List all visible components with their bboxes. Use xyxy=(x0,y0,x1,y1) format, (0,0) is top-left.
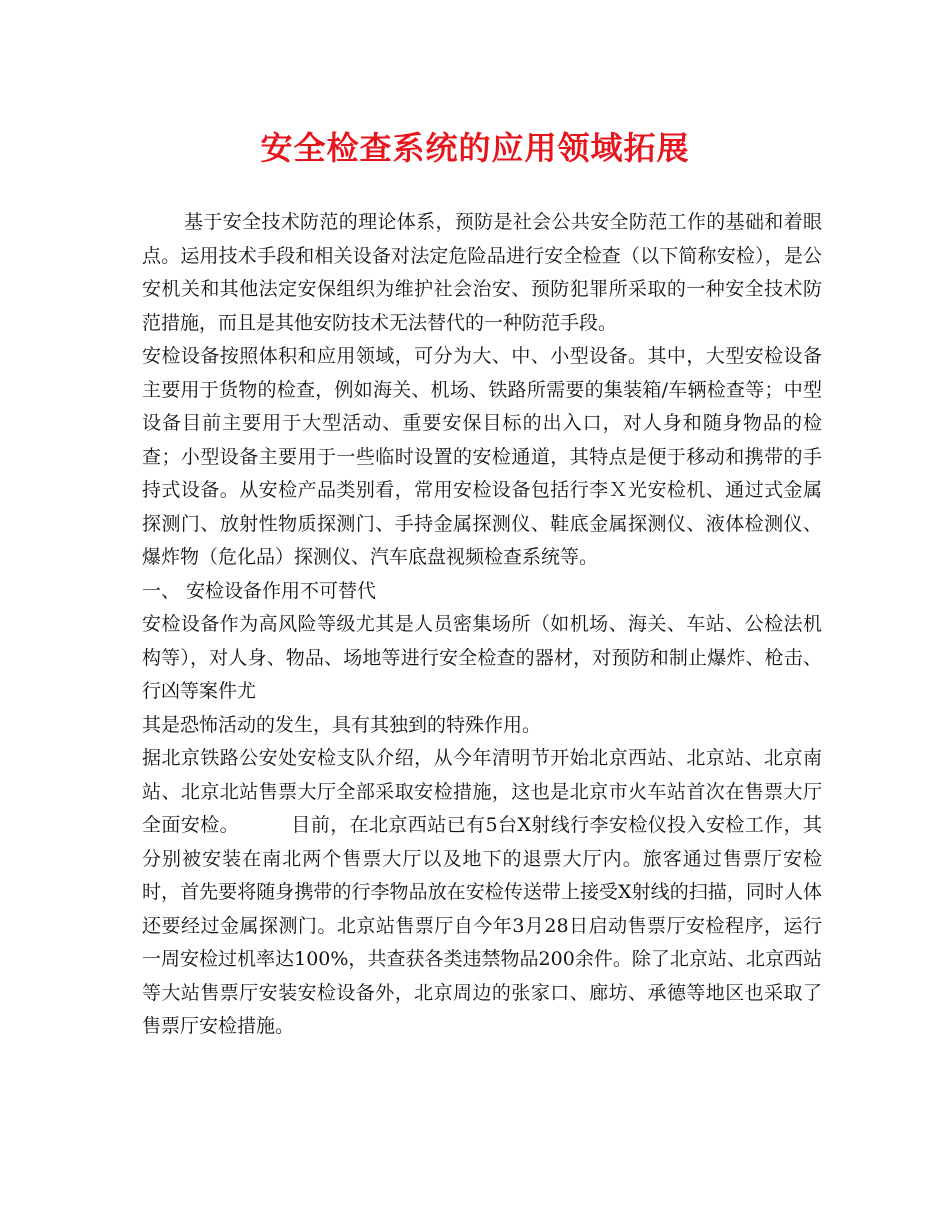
paragraph-beijing-railway xyxy=(142,742,822,1044)
paragraph-role-continued: 其是恐怖活动的发生，具有其独到的特殊作用。 xyxy=(142,713,542,736)
section-heading-1: 一、 安检设备作用不可替代 xyxy=(142,579,377,602)
document-body xyxy=(142,206,822,1044)
paragraph-beijing-railway-text: 据北京铁路公安处安检支队介绍，从今年清明节开始北京西站、北京站、北京南站、北京北站售票大厅全部采取安检措施，这也是北京市火车站首次在售票大厅全面安检。 xyxy=(142,747,822,836)
paragraph-beijing-west-text: 目前，在北京西站已有5台X射线行李安检仪投入安检工作，其分别被安装在南北两个售票大厅以及地下的退票大厅内。旅客通过售票厅安检时，首先要将随身携带的行李物品放在安检传送带上接受X射线的扫描，同时人体还要经过金属探测门。北京站售票厅自今年3月28日启动售票厅安检程序，运行一周安检过机率达100%，共查获各类违禁物品200余件。除了北京站、北京西站等大站售票厅安装安检设备外，北京周边的张家口、廊坊、承德等地区也采取了售票厅安检措施。 xyxy=(142,814,822,1037)
paragraph-equipment-types: 安检设备按照体积和应用领域，可分为大、中、小型设备。其中，大型安检设备主要用于货物的检查，例如海关、机场、铁路所需要的集装箱/车辆检查等；中型设备目前主要用于大型活动、重要安保目标的出入口，对人身和随身物品的检查；小型设备主要用于一些临时设置的安检通道，其特点是便于移动和携带的手持式设备。从安检产品类别看，常用安检设备包括行李Ｘ光安检机、通过式金属探测门、放射性物质探测门、手持金属探测仪、鞋底金属探测仪、液体检测仪、爆炸物（危化品）探测仪、汽车底盘视频检查系统等。 xyxy=(142,345,822,568)
paragraph-intro: 基于安全技术防范的理论体系，预防是社会公共安全防范工作的基础和着眼点。运用技术手段和相关设备对法定危险品进行安全检查（以下简称安检），是公安机关和其他法定安保组织为维护社会治安、预防犯罪所采取的一种安全技术防范措施，而且是其他安防技术无法替代的一种防范手段。 xyxy=(142,211,822,334)
paragraph-role: 安检设备作为高风险等级尤其是人员密集场所（如机场、海关、车站、公检法机构等），对人身、物品、场地等进行安全检查的器材，对预防和制止爆炸、枪击、行凶等案件尤 xyxy=(142,613,822,702)
document-title: 安全检查系统的应用领域拓展 xyxy=(260,129,690,167)
